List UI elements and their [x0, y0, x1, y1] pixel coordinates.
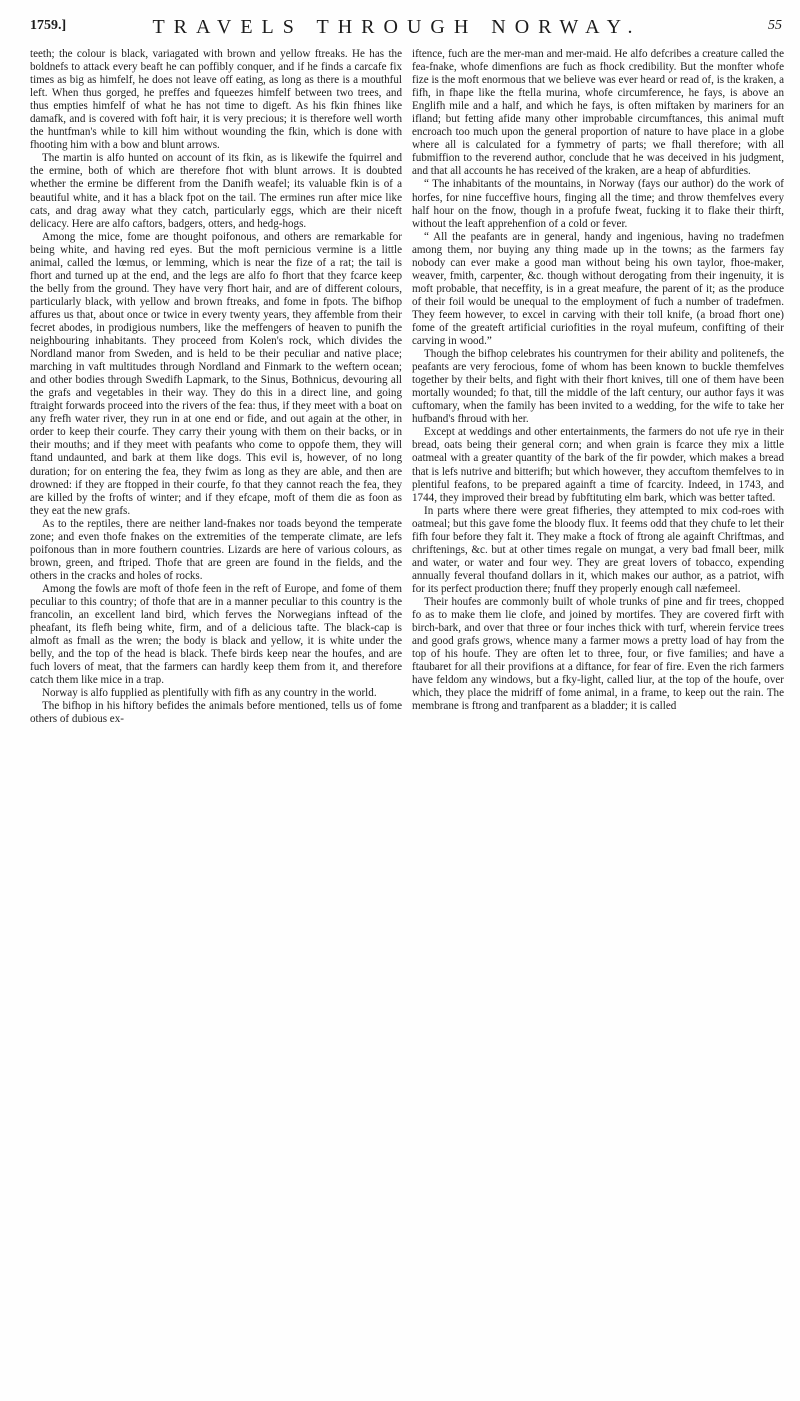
paragraph: The martin is alfo hunted on account of its fkin, as is likewife the fquirrel and the ermine, both of which are therefore fhot with blunt arrows. It is doubted whether the ermine be different from the Danifh weafel; its valuable fkin is of a beautiful white, and it has a black fpot on the tail. The ermines run after mice like cats, and drag away what they catch, particularly eggs, which are their niceft delicacy. Here are alfo caftors, badgers, otters, and hedg-hogs.	[30, 152, 402, 230]
paragraph: Except at weddings and other entertainments, the farmers do not ufe rye in their bread, oats being their general corn; and when grain is fcarce they mix a little oatmeal with a greater quantity of the bark of the fir powder, which makes a bread that is lefs nutrive and bitterifh; but which however, they accuftom themfelves to in plentiful feafons, to be prepared againft a time of fcarcity. Indeed, in 1743, and 1744, they improved their bread by fubftituting elm bark, which was better tafted.	[412, 426, 784, 504]
paragraph: “ All the peafants are in general, handy and ingenious, having no tradefmen among them, nor buying any thing made up in the towns; as the farmers fay nobody can ever make a good man without being his own taylor, fhoe-maker, weaver, fmith, carpenter, &c. though without derogating from their ingenuity, it is moft probable, that neceffity, is in a great meafure, the parent of it; as the produce of their foil would be unequal to the employment of fuch a number of tradefmen. They feem however, to excel in carving with their toll knife, (a broad fhort one) fome of the greateft artificial curiofities in the royal mufeum, confifting of their carving in wood.”	[412, 230, 784, 348]
right-column	[412, 48, 784, 713]
paragraph: teeth; the colour is black, variagated with brown and yellow ftreaks. He has the boldnefs to attack every beaft he can poffibly conquer, and if he finds a carcafe fix times as big as himfelf, he does not leave off eating, as long as there is a mouthful left. When thus gorged, he preffes and fqueezes himfelf between two trees, and thus empties himfelf of what he has not time to digeft. As his fkin fhines like damafk, and is covered with foft hair, it is very precious; it is therefore well worth the huntfman's while to kill him without wounding the fkin, which is done with fhooting him with a bow and blunt arrows.	[30, 48, 402, 152]
left-column	[30, 48, 402, 726]
paragraph: Their houfes are commonly built of whole trunks of pine and fir trees, chopped fo as to make them lie clofe, and joined by mortifes. They are covered firft with birch-bark, and over that three or four inches thick with turf, wherein fervice trees and good grafs grows, whence many a farmer mows a pretty load of hay from the top of his houfe. They are often let to three, four, or five families; and have a ftaubaret for all their provifions at a diftance, for fear of fire. Even the rich farmers have feldom any windows, but a fky-light, called liur, at the top of the houfe, over which, they place the midriff of fome animal, in a frame, to keep out the rain. The membrane is ftrong and tranfparent as a bladder; it is called	[412, 595, 784, 713]
paragraph: In parts where there were great fifheries, they attempted to mix cod-roes with oatmeal; but this gave fome the bloody flux. It feems odd that they chufe to let their fifh four before they falt it. They make a ftock of ftrong ale againft Chriftmas, and chriftenings, &c. but at other times regale on mungat, a very bad fmall beer, milk and water, or water and four wey. They are great lovers of tobacco, expending annually feveral thoufand dollars in it, which makes our author, as a patriot, wifh for its perfect production there; fnuff they properly enough call næfemeel.	[412, 504, 784, 595]
paragraph: The bifhop in his hiftory befides the animals before mentioned, tells us of fome others of dubious ex-	[30, 700, 402, 726]
paragraph: iftence, fuch are the mer-man and mer-maid. He alfo defcribes a creature called the fea-fnake, whofe dimenfions are fuch as fhock credibility. But the monfter whofe fize is the moft enormous that we believe was ever heard or read of, is the kraken, a fifh, in fhape like the ftella murina, whofe circumference, he fays, is above an Englifh mile and a half, and which he fays, is often miftaken by mariners for an ifland; but fetting afide many other improbable circumftances, this animal muft encroach too much upon the general proportion of nature to have place in a globe where all is calculated for a fymmetry of parts; we fhall therefore; with all fubmiffion to the reverend author, conclude that he was deceived in his judgment, and that all accounts he has received of the kraken, are a heap of abfurdities.	[412, 48, 784, 178]
paragraph: Norway is alfo fupplied as plentifully with fifh as any country in the world.	[42, 687, 377, 700]
page-number: 55	[768, 18, 782, 33]
paragraph: Though the bifhop celebrates his countrymen for their ability and politenefs, the peafants are very ferocious, fome of whom has been known to buckle themfelves together by their belts, and fight with their fhort knives, till one of them have been mortally wounded; fo that, till the middle of the laft century, our author fays it was cuftomary, when the family has been invited to a wedding, for the wife to take her hufband's fhroud with her.	[412, 348, 784, 426]
paragraph: Among the mice, fome are thought poifonous, and others are remarkable for being white, and having red eyes. But the moft pernicious vermine is a little animal, called the lœmus, or lemming, which is near the fize of a rat; the tail is fhort and turned up at the end, and the legs are alfo fo fhort that they fcarce keep the belly from the ground. They have very fhort hair, and are of different colours, particularly black, with yellow and brown ftreaks, and fome in fpots. The bifhop affures us that, about once or twice in every twenty years, they affemble from their fecret abodes, in prodigious numbers, like the meffengers of heaven to punifh the neighbouring inhabitants. They proceed from Kolen's rock, which divides the Nordland manor from Sweden, and is held to be their peculiar and native place; marching in vaft multitudes through Nordland and Finmark to the weftern ocean; and other bodies through Swedifh Lapmark, to the Sinus, Bothnicus, devouring all the grafs and vegetables in their way. They do this in a direct line, and going ftraight forwards proceed into the rivers of the fea: thus, if they meet with a boat on any frefh water river, they run in at one end or fide, and out again at the other, in order to keep their courfe. They carry their young with them on their backs, or in their mouths; and if they meet with peafants who come to oppofe them, they will ftand undaunted, and bark at them like dogs. This evil is, however, of no long duration; for on entering the fea, they fwim as long as they are able, and then are drowned: if they are ftopped in their courfe, fo that they cannot reach the fea, they are killed by the frofts of winter; and if they efcape, moft of them die as foon as they eat the new grafs.	[30, 230, 402, 517]
paragraph: Among the fowls are moft of thofe feen in the reft of Europe, and fome of them peculiar to this country; of thofe that are in a manner peculiar to this country is the francolin, an excellent land bird, which ferves the Norwegians inftead of the pheafant, its flefh being white, firm, and of a delicious tafte. The black-cap is almoft as fmall as the wren; the body is black and yellow, it is white under the belly, and the top of the head is black. Thefe birds keep near the houfes, and are fuch lovers of meat, that the farmers can hardly keep them from it, and therefore catch them like mice in a trap.	[30, 582, 402, 687]
paragraph: “ The inhabitants of the mountains, in Norway (fays our author) do the work of horfes, for nine fucceffive hours, finging all the time; and throw themfelves every half hour on the fnow, though in a profufe fweat, fucking it to flake their thirft, without the leaft apprehenfion of a cold or fever.	[412, 178, 784, 230]
header-year: 1759.]	[30, 18, 67, 33]
running-header	[30, 10, 782, 40]
running-title: TRAVELS THROUGH NORWAY.	[152, 16, 642, 38]
paragraph: As to the reptiles, there are neither land-fnakes nor toads beyond the temperate zone; and even thofe fnakes on the extremities of the temperate climate, are lefs poifonous than in more fouthern countries. Lizards are here of various colours, as brown, green, and ftriped. Thofe that are green are found in the fields, and the others in the cracks and holes of rocks.	[30, 517, 402, 582]
